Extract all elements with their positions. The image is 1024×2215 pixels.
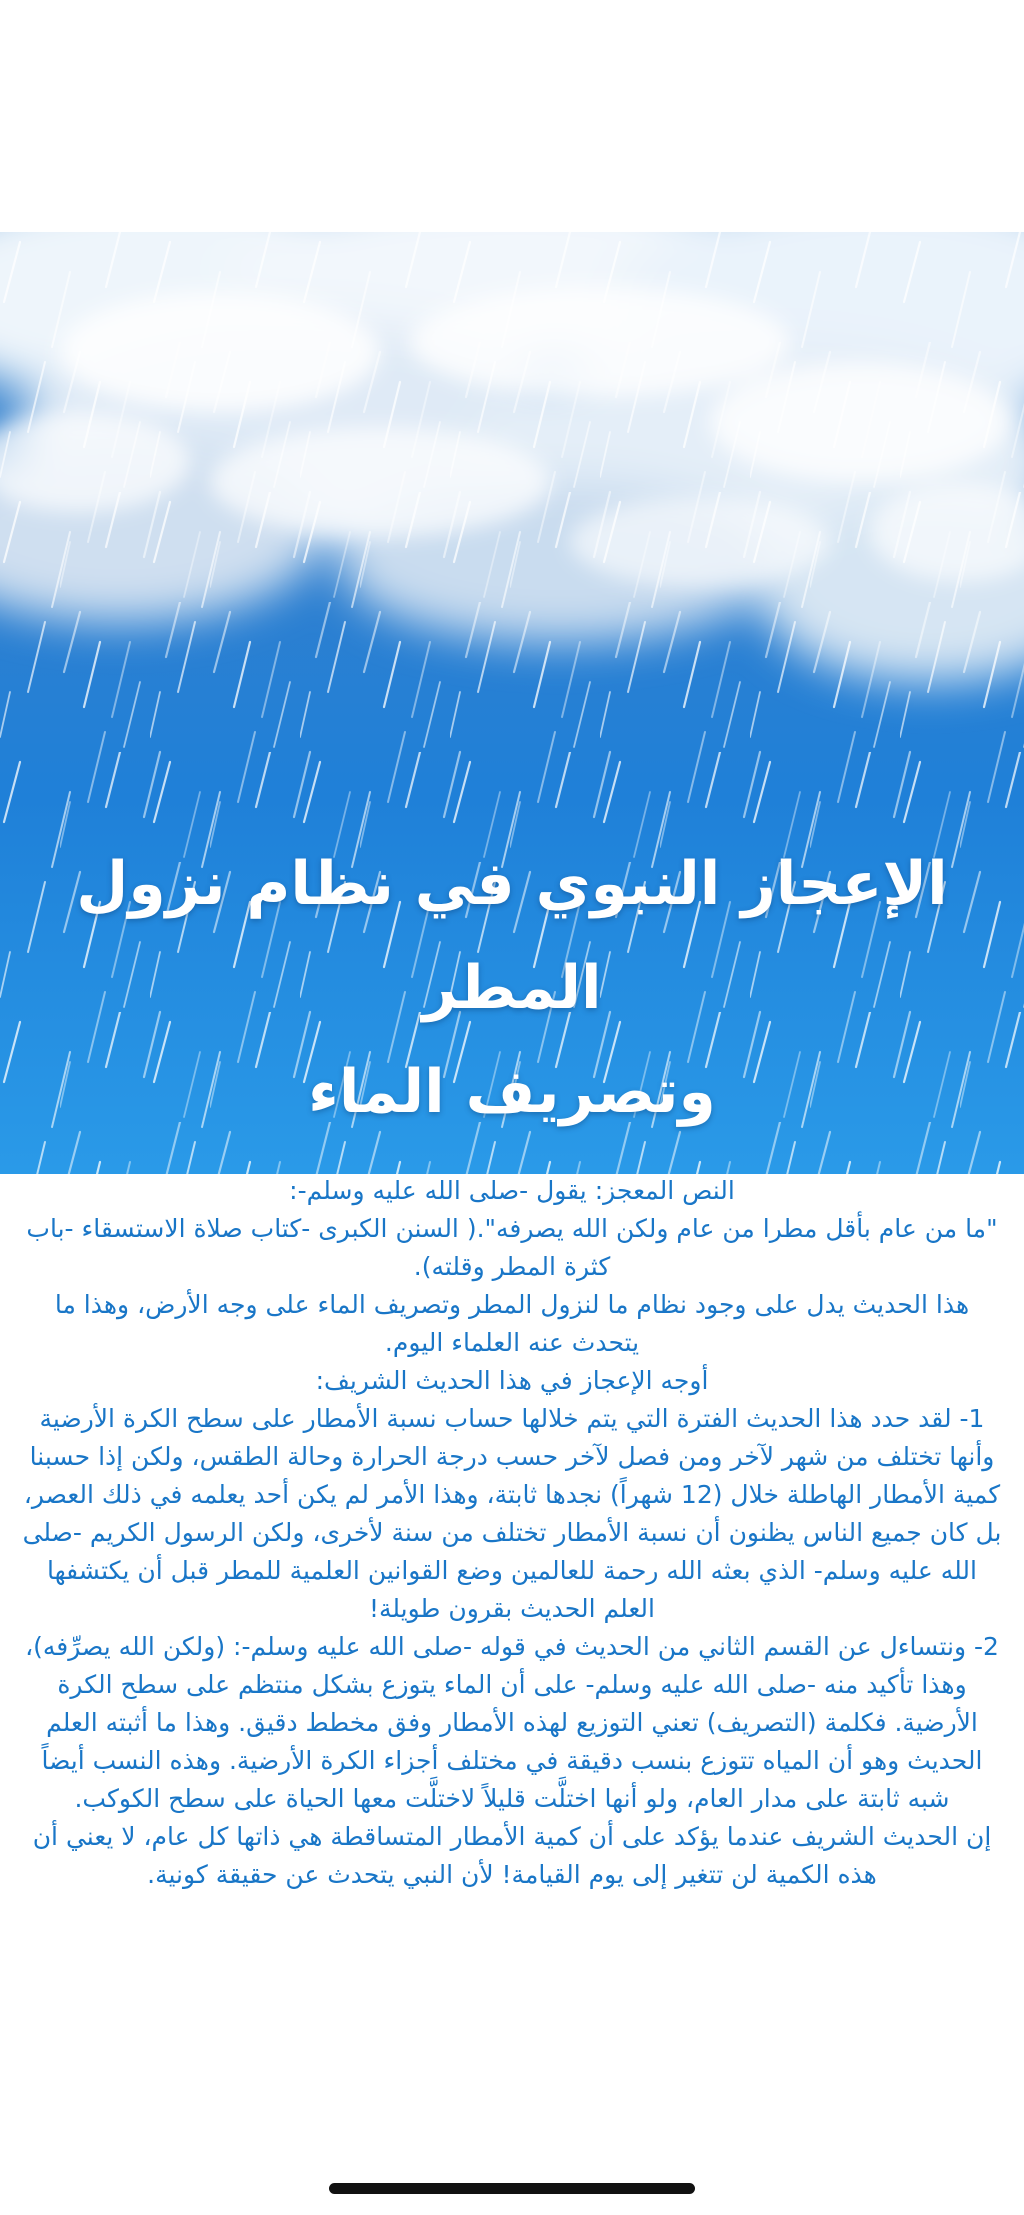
hero-banner — [0, 232, 1024, 1174]
article-title — [0, 832, 1024, 1144]
paragraph-heading-aspects: أوجه الإعجاز في هذا الحديث الشريف: — [315, 1366, 709, 1395]
paragraph-point-1: 1- لقد حدد هذا الحديث الفترة التي يتم خلالها حساب نسبة الأمطار على سطح الكرة الأرضية وأنها تختلف من شهر لآخر ومن فصل لآخر حسب درجة الحرارة وحالة الطقس، ولكن إذا حسبنا كمية الأمطار الهاطلة خلال (12 شهراً) نجدها ثابتة، وهذا الأمر لم يكن أحد يعلمه في ذلك العصر، بل كان جميع الناس يظنون أن نسبة الأمطار تختلف من سنة لأخرى، ولكن الرسول الكريم -صلى الله عليه وسلم- الذي بعثه الله رحمة للعالمين وضع القوانين العلمية للمطر قبل أن يكتشفها العلم الحديث بقرون طويلة! — [22, 1404, 1002, 1623]
paragraph-conclusion: إن الحديث الشريف عندما يؤكد على أن كمية الأمطار المتساقطة هي ذاتها كل عام، لا يعني أن هذه الكمية لن تتغير إلى يوم القيامة! لأن النبي يتحدث عن حقيقة كونية. — [32, 1822, 992, 1889]
article-title-line-2: وتصريف الماء — [308, 1057, 716, 1127]
paragraph-summary: هذا الحديث يدل على وجود نظام ما لنزول المطر وتصريف الماء على وجه الأرض، وهذا ما يتحدث عنه العلماء اليوم. — [54, 1290, 970, 1357]
article-title-line-1: الإعجاز النبوي في نظام نزول المطر — [76, 849, 948, 1023]
paragraph-intro: النص المعجز: يقول -صلى الله عليه وسلم-: — [289, 1176, 735, 1205]
paragraph-hadith-quote: "ما من عام بأقل مطرا من عام ولكن الله يصرفه".( السنن الكبرى -كتاب صلاة الاستسقاء -باب كثرة المطر وقلته). — [26, 1214, 998, 1281]
home-indicator[interactable] — [329, 2183, 695, 2194]
top-blank-area — [0, 0, 1024, 232]
paragraph-point-2: 2- ونتساءل عن القسم الثاني من الحديث في قوله -صلى الله عليه وسلم-: (ولكن الله يصرِّفه)، وهذا تأكيد منه -صلى الله عليه وسلم- على أن الماء يتوزع بشكل منتظم على سطح الكرة الأرضية. فكلمة (التصريف) تعني التوزيع لهذه الأمطار وفق مخطط دقيق. وهذا ما أثبته العلم الحديث وهو أن المياه تتوزع بنسب دقيقة في مختلف أجزاء الكرة الأرضية. وهذه النسب أيضاً شبه ثابتة على مدار العام، ولو أنها اختلَّت قليلاً لاختلَّت معها الحياة على سطح الكوكب. — [25, 1632, 999, 1813]
article-body — [22, 1172, 1002, 1894]
